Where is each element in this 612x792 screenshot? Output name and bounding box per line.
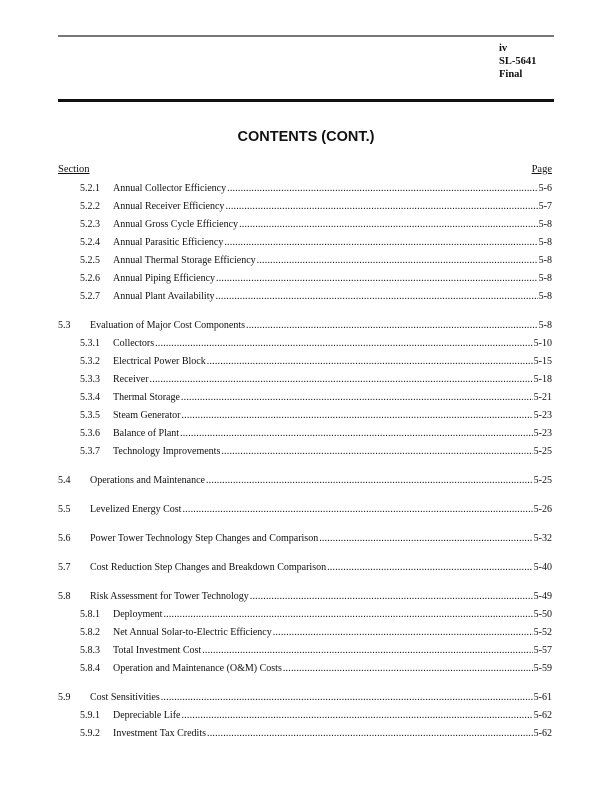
section-number: 5.3.4 xyxy=(80,392,100,403)
toc-entry[interactable] xyxy=(58,290,552,308)
toc-entry[interactable] xyxy=(58,445,552,463)
toc-entry[interactable] xyxy=(58,391,552,409)
page-reference: 5-62 xyxy=(533,710,552,721)
section-number: 5.3.2 xyxy=(80,356,100,367)
page-reference: 5-25 xyxy=(533,446,552,457)
section-number: 5.9.2 xyxy=(80,728,100,739)
dot-leader xyxy=(206,474,533,488)
toc-entry[interactable] xyxy=(58,200,552,218)
section-number: 5.8.3 xyxy=(80,645,100,656)
page-reference: 5-8 xyxy=(538,273,552,284)
section-number: 5.5 xyxy=(58,504,71,515)
section-number: 5.3 xyxy=(58,320,71,331)
page-reference: 5-59 xyxy=(533,663,552,674)
page-reference: 5-57 xyxy=(533,645,552,656)
toc-entry[interactable] xyxy=(58,254,552,272)
section-title: Annual Collector Efficiency xyxy=(113,183,227,194)
top-rule xyxy=(58,35,554,37)
section-title: Investment Tax Credits xyxy=(113,728,206,739)
page-reference: 5-8 xyxy=(538,320,552,331)
section-number: 5.3.5 xyxy=(80,410,100,421)
table-of-contents xyxy=(58,182,552,745)
dot-leader xyxy=(207,355,533,369)
dot-leader xyxy=(225,200,537,214)
dot-leader xyxy=(215,290,537,304)
dot-leader xyxy=(283,662,533,676)
document-id: SL-5641 xyxy=(499,56,537,67)
document-status: Final xyxy=(499,69,523,80)
section-title: Thermal Storage xyxy=(113,392,180,403)
section-number: 5.2.5 xyxy=(80,255,100,266)
dot-leader xyxy=(246,319,538,333)
toc-entry[interactable] xyxy=(58,503,552,521)
section-number: 5.8.4 xyxy=(80,663,100,674)
section-number: 5.7 xyxy=(58,562,71,573)
page-reference: 5-18 xyxy=(533,374,552,385)
page-reference: 5-7 xyxy=(538,201,552,212)
section-number: 5.3.3 xyxy=(80,374,100,385)
section-title: Annual Receiver Efficiency xyxy=(113,201,225,212)
dot-leader xyxy=(239,218,538,232)
section-title: Electrical Power Block xyxy=(113,356,206,367)
toc-entry[interactable] xyxy=(58,608,552,626)
page-reference: 5-8 xyxy=(538,237,552,248)
page-reference: 5-52 xyxy=(533,627,552,638)
toc-entry[interactable] xyxy=(58,373,552,391)
page-reference: 5-23 xyxy=(533,428,552,439)
page-header xyxy=(499,42,536,81)
section-number: 5.2.6 xyxy=(80,273,100,284)
section-title: Deployment xyxy=(113,609,163,620)
toc-entry[interactable] xyxy=(58,337,552,355)
toc-entry[interactable] xyxy=(58,561,552,579)
dot-leader xyxy=(181,391,533,405)
toc-entry[interactable] xyxy=(58,182,552,200)
toc-entry[interactable] xyxy=(58,709,552,727)
page-reference: 5-23 xyxy=(533,410,552,421)
section-number: 5.9 xyxy=(58,692,71,703)
section-title: Balance of Plant xyxy=(113,428,180,439)
page-title: CONTENTS (CONT.) xyxy=(237,129,375,145)
section-number: 5.2.3 xyxy=(80,219,100,230)
page-reference: 5-49 xyxy=(533,591,552,602)
section-column-header: Section xyxy=(58,164,90,175)
page-reference: 5-32 xyxy=(533,533,552,544)
dot-leader xyxy=(273,626,533,640)
dot-leader xyxy=(224,236,537,250)
dot-leader xyxy=(163,608,532,622)
section-number: 5.3.6 xyxy=(80,428,100,439)
section-title: Steam Generator xyxy=(113,410,181,421)
dot-leader xyxy=(250,590,533,604)
toc-entry[interactable] xyxy=(58,727,552,745)
page-number: iv xyxy=(499,43,508,54)
section-number: 5.8 xyxy=(58,591,71,602)
toc-entry[interactable] xyxy=(58,236,552,254)
section-title: Total Investment Cost xyxy=(113,645,202,656)
toc-entry[interactable] xyxy=(58,626,552,644)
section-title: Operation and Maintenance (O&M) Costs xyxy=(113,663,282,674)
dot-leader xyxy=(181,709,532,723)
section-number: 5.4 xyxy=(58,475,71,486)
toc-entry[interactable] xyxy=(58,691,552,709)
dot-leader xyxy=(180,427,533,441)
toc-entry[interactable] xyxy=(58,474,552,492)
page-reference: 5-62 xyxy=(533,728,552,739)
dot-leader xyxy=(150,373,533,387)
page-reference: 5-10 xyxy=(533,338,552,349)
section-number: 5.8.1 xyxy=(80,609,100,620)
dot-leader xyxy=(257,254,538,268)
page-reference: 5-8 xyxy=(538,291,552,302)
section-title: Depreciable Life xyxy=(113,710,181,721)
page-reference: 5-8 xyxy=(538,255,552,266)
section-title: Annual Thermal Storage Efficiency xyxy=(113,255,256,266)
section-title: Annual Gross Cycle Efficiency xyxy=(113,219,239,230)
toc-entry[interactable] xyxy=(58,319,552,337)
page-reference: 5-25 xyxy=(533,475,552,486)
page-column-header: Page xyxy=(531,164,552,175)
toc-entry[interactable] xyxy=(58,590,552,608)
section-number: 5.3.7 xyxy=(80,446,100,457)
section-number: 5.2.2 xyxy=(80,201,100,212)
section-title: Cost Sensitivities xyxy=(90,692,160,703)
section-title: Evaluation of Major Cost Components xyxy=(90,320,245,331)
section-title: Operations and Maintenance xyxy=(90,475,205,486)
section-title: Technology Improvements xyxy=(113,446,221,457)
page-reference: 5-8 xyxy=(538,219,552,230)
section-title: Collectors xyxy=(113,338,155,349)
dot-leader xyxy=(182,503,532,517)
page-reference: 5-26 xyxy=(533,504,552,515)
page-reference: 5-6 xyxy=(538,183,552,194)
dot-leader xyxy=(319,532,532,546)
section-number: 5.2.7 xyxy=(80,291,100,302)
dot-leader xyxy=(227,182,538,196)
dot-leader xyxy=(161,691,533,705)
section-number: 5.3.1 xyxy=(80,338,100,349)
dot-leader xyxy=(216,272,538,286)
page-reference: 5-50 xyxy=(533,609,552,620)
section-number: 5.2.1 xyxy=(80,183,100,194)
page-reference: 5-40 xyxy=(533,562,552,573)
section-title: Annual Parasitic Efficiency xyxy=(113,237,224,248)
dot-leader xyxy=(221,445,532,459)
toc-entry[interactable] xyxy=(58,272,552,290)
toc-entry[interactable] xyxy=(58,644,552,662)
dot-leader xyxy=(202,644,532,658)
dot-leader xyxy=(327,561,533,575)
page-reference: 5-15 xyxy=(533,356,552,367)
section-title: Levelized Energy Cost xyxy=(90,504,182,515)
section-title: Risk Assessment for Tower Technology xyxy=(90,591,249,602)
page-reference: 5-21 xyxy=(533,392,552,403)
section-number: 5.6 xyxy=(58,533,71,544)
toc-entry[interactable] xyxy=(58,427,552,445)
header-rule xyxy=(58,99,554,102)
section-title: Receiver xyxy=(113,374,149,385)
section-title: Annual Piping Efficiency xyxy=(113,273,216,284)
toc-entry[interactable] xyxy=(58,532,552,550)
toc-entry[interactable] xyxy=(58,662,552,680)
section-title: Net Annual Solar-to-Electric Efficiency xyxy=(113,627,272,638)
section-title: Power Tower Technology Step Changes and Comparison xyxy=(90,533,319,544)
toc-entry[interactable] xyxy=(58,355,552,373)
section-number: 5.2.4 xyxy=(80,237,100,248)
section-title: Cost Reduction Step Changes and Breakdown Comparison xyxy=(90,562,327,573)
dot-leader xyxy=(155,337,533,351)
dot-leader xyxy=(181,409,532,423)
section-number: 5.9.1 xyxy=(80,710,100,721)
page-reference: 5-61 xyxy=(533,692,552,703)
dot-leader xyxy=(207,727,533,741)
section-number: 5.8.2 xyxy=(80,627,100,638)
toc-entry[interactable] xyxy=(58,409,552,427)
toc-entry[interactable] xyxy=(58,218,552,236)
section-title: Annual Plant Availability xyxy=(113,291,215,302)
